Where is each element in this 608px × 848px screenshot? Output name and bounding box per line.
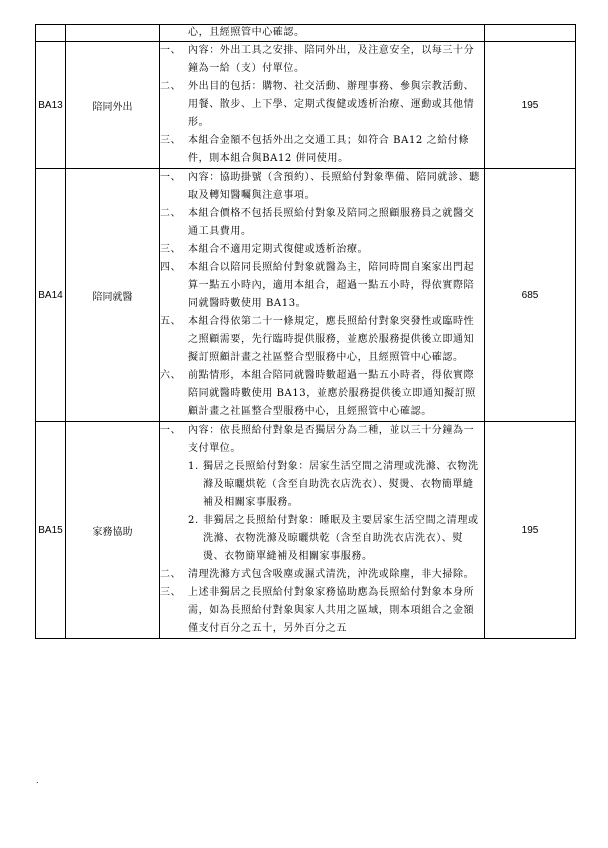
content-cell (160, 422, 485, 639)
code-cell: BA15 (36, 422, 66, 639)
margin-mark: . (36, 776, 39, 785)
list-item: 一、 內容：協助掛號（含預約）、長照給付對象準備、陪同就診、聽取及轉知醫囑與注意事項。 (160, 172, 480, 201)
name-cell: 家務協助 (66, 422, 160, 639)
table-row-ba14 (36, 169, 576, 422)
list-item: 六、 前點情形，本組合陪同就醫時數超過一點五小時者，得依實際陪同就醫時數使用 BA13，並應於服務提供後立即通知擬訂照顧計畫之社區整合型服務中心，且經照管中心確認。 (160, 370, 476, 417)
list-item: 四、 本組合以陪同長照給付對象就醫為主，陪同時間自案家出門起算一點五小時內，適用本組合，超過一點五小時，得依實際陪同就醫時數使用 BA13。 (160, 262, 475, 309)
table-row-ba13 (36, 42, 576, 169)
name-cell: 陪同外出 (66, 42, 160, 169)
list-item: 一、 內容：外出工具之安排、陪同外出，及注意安全，以每三十分鐘為一給（支）付單位。 (160, 45, 475, 74)
list-item: 三、 本組合金額不包括外出之交通工具；如符合 BA12 之給付條件，則本組合與BA12 併同使用。 (160, 135, 470, 164)
price-cell: 195 (485, 42, 576, 169)
table-row-continuation (36, 25, 576, 42)
name-cell (66, 25, 160, 42)
price-cell: 195 (485, 422, 576, 639)
sub-list-item: 1. 獨居之長照給付對象：居家生活空間之清理或洗滌、衣物洗滌及晾曬烘乾（含至自助洗衣店洗衣）、熨燙、衣物簡單縫補及相關家事服務。 (188, 461, 479, 508)
code-cell: BA13 (36, 42, 66, 169)
service-table (35, 24, 576, 639)
content-cell (160, 169, 485, 422)
list-item: 三、 上述非獨居之長照給付對象家務協助應為長照給付對象本身所需，如為長照給付對象與家人共用之區域，則本項組合之金額僅支付百分之五十，另外百分之五 (160, 587, 475, 634)
list-item: 五、 本組合得依第二十一條規定，應長照給付對象突發性或臨時性之照顧需要，先行臨時提供服務，並應於服務提供後立即通知擬訂照顧計畫之社區整合型服務中心，且經照管中心確認。 (160, 316, 475, 363)
list-item: 二、 外出目的包括：購物、社交活動、辦理事務、參與宗教活動、用餐、散步、上下學、定期式復健或透析治療、運動或其他情形。 (160, 81, 475, 128)
list-item: 二、 清理洗滌方式包含吸塵或濕式清洗，沖洗或除塵，非大掃除。 (160, 569, 475, 580)
list-item: 一、 內容：依長照給付對象是否獨居分為二種，並以三十分鐘為一支付單位。 (160, 425, 475, 454)
price-cell: 685 (485, 169, 576, 422)
list-item: 三、 本組合不適用定期式復健或透析治療。 (160, 244, 369, 255)
code-cell (36, 25, 66, 42)
sub-list-item: 2. 非獨居之長照給付對象：睡眠及主要居家生活空間之清理或洗滌、衣物洗滌及晾曬烘乾（含至自助洗衣店洗衣）、熨燙、衣物簡單縫補及相關家事服務。 (188, 515, 479, 562)
name-cell: 陪同就醫 (66, 169, 160, 422)
table-row-ba15 (36, 422, 576, 639)
continuation-text: 心，且經照管中心確認。 (188, 27, 305, 38)
list-item: 二、 本組合價格不包括長照給付對象及陪同之照顧服務員之就醫交通工具費用。 (160, 208, 475, 237)
code-cell: BA14 (36, 169, 66, 422)
content-cell (160, 42, 485, 169)
content-cell (160, 25, 485, 42)
price-cell (485, 25, 576, 42)
